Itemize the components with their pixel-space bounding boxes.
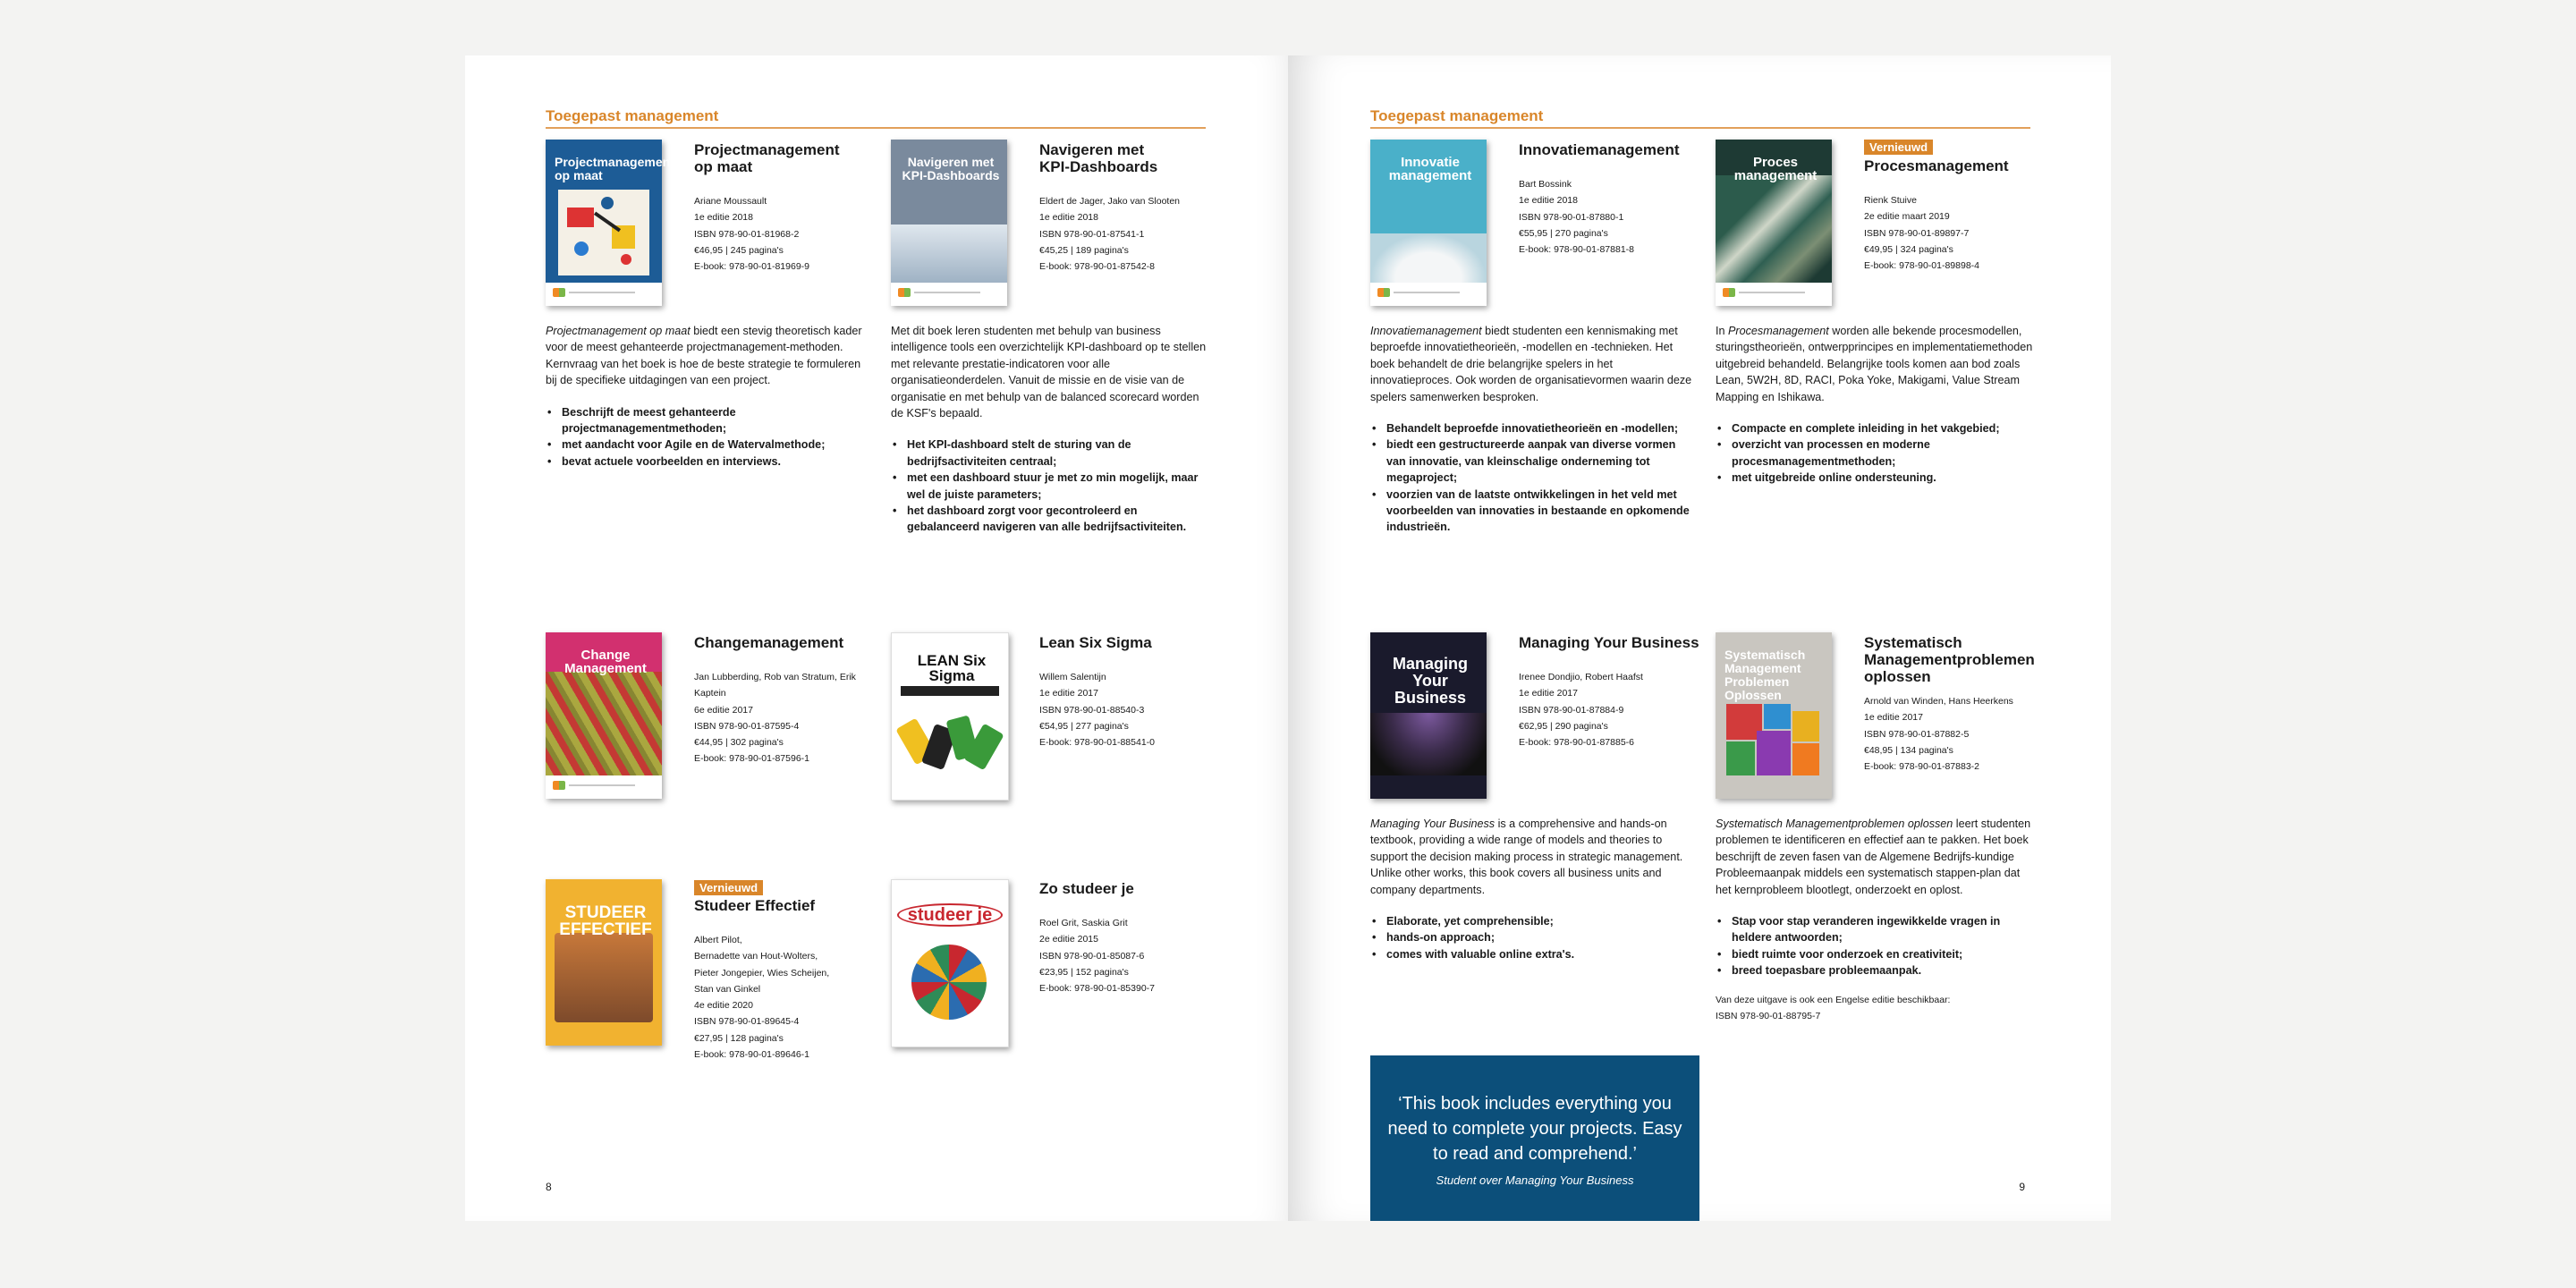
- quote-text: ‘This book includes everything you need to complete your projects. Easy to read and comprehend.’: [1387, 1094, 1682, 1164]
- list-item: • Elaborate, yet comprehensible;: [1370, 913, 1692, 929]
- publisher-logo: [1370, 283, 1487, 306]
- book-title: Navigeren met KPI-Dashboards: [1039, 141, 1158, 175]
- book-title: Studeer Effectief: [694, 897, 816, 914]
- book-cover-kpi-dashboards[interactable]: [891, 140, 1007, 306]
- list-item: • het dashboard zorgt voor gecontroleerd en gebalanceerd navigeren van alle bedrijfsactiviteiten.: [891, 503, 1213, 536]
- list-item: • Compacte en complete inleiding in het vakgebied;: [1716, 420, 2038, 436]
- book-description: Projectmanagement op maat biedt een stevig theoretisch kader voor de meest gehanteerde projectmanagement-methoden. Kernvraag van het boek is hoe de beste strategie te formuleren bij de specifieke uitdagingen van een project. • Beschrijft de meest gehanteerde projectmanagementmethoden; • met aandacht voor Agile en de Watervalmethode; • bevat actuele voorbeelden en interviews.: [546, 323, 868, 470]
- publisher-logo: [891, 283, 1007, 306]
- book-description: In Procesmanagement worden alle bekende procesmodellen, sturingstheorieën, ontwerpprincipes en implementatiemethoden uitgebreid behandeld. Belangrijke tools komen aan bod zoals Lean, 5W2H, 8D, RACI, Poka Yoke, Makigami, Value Stream Mapping en Ishikawa. • Compacte en complete inleiding in het vakgebied; • overzicht van processen en moderne procesmanagementmethoden; • met uitgebreide online ondersteuning.: [1716, 323, 2038, 487]
- cover-art: [911, 945, 987, 1020]
- book-title: Procesmanagement: [1864, 157, 2009, 174]
- feature-list: [1370, 913, 1692, 962]
- testimonial-quote: [1370, 1055, 1699, 1221]
- feature-list: [546, 404, 868, 470]
- cover-art: [1370, 233, 1487, 283]
- book-description: Met dit boek leren studenten met behulp van business intelligence tools een overzichtelijk KPI-dashboard op te stellen met relevante prestatie-indicatoren voor alle organisatieonderdelen. Vanuit de missie en de visie van de organisatie en met behulp van de balanced scorecard worden de KSF's bepaald. • Het KPI-dashboard stelt de sturing van de bedrijfsactiviteiten centraal; • met een dashboard stuur je met zo min mogelijk, maar wel de juiste parameters; • het dashboard zorgt voor gecontroleerd en gebalanceerd navigeren van alle bedrijfsactiviteiten.: [891, 323, 1213, 536]
- section-title: Toegepast management: [546, 107, 1206, 129]
- book-cover-managing-your-business[interactable]: [1370, 632, 1487, 799]
- book-cover-zo-studeer-je[interactable]: [891, 879, 1009, 1047]
- book-cover-changemanagement[interactable]: [546, 632, 662, 799]
- cover-title: Innovatie management: [1388, 155, 1472, 183]
- list-item: • biedt een gestructureerde aanpak van diverse vormen van innovatie, van kleinschalige onderneming tot megaproject;: [1370, 436, 1692, 486]
- feature-list: [891, 436, 1213, 535]
- book-meta: Rienk Stuive 2e editie maart 2019 ISBN 978-90-01-89897-7 €49,95 | 324 pagina's E-book: 978-90-01-89898-4: [1864, 195, 1980, 272]
- publisher-logo: [546, 775, 662, 799]
- book-title: Lean Six Sigma: [1039, 634, 1152, 651]
- list-item: • met een dashboard stuur je met zo min mogelijk, maar wel de juiste parameters;: [891, 470, 1213, 503]
- list-item: • Beschrijft de meest gehanteerde projectmanagementmethoden;: [546, 404, 868, 437]
- list-item: • overzicht van processen en moderne procesmanagementmethoden;: [1716, 436, 2038, 470]
- book-meta: Ariane Moussault 1e editie 2018 ISBN 978-90-01-81968-2 €46,95 | 245 pagina's E-book: 978-90-01-81969-9: [694, 196, 810, 273]
- cover-title: Projectmanagement op maat: [555, 155, 674, 182]
- section-title: Toegepast management: [1370, 107, 2030, 129]
- publisher-logo: [1716, 283, 1832, 306]
- book-meta: Arnold van Winden, Hans Heerkens 1e editie 2017 ISBN 978-90-01-87882-5 €48,95 | 134 pagina's E-book: 978-90-01-87883-2: [1864, 696, 2013, 773]
- book-cover-innovatiemanagement[interactable]: [1370, 140, 1487, 306]
- publisher-logo: [546, 283, 662, 306]
- book-cover-projectmanagement[interactable]: [546, 140, 674, 306]
- cover-title: LEAN Six Sigma: [917, 652, 987, 684]
- cover-title: STUDEER EFFECTIEF: [559, 903, 652, 939]
- right-page: [1288, 55, 2111, 1221]
- book-title: Zo studeer je: [1039, 880, 1134, 897]
- status-badge: Vernieuwd: [694, 880, 763, 895]
- cover-art: [546, 672, 662, 775]
- english-edition-note: Van deze uitgave is ook een Engelse editie beschikbaar: ISBN 978-90-01-88795-7: [1716, 994, 1951, 1021]
- book-cover-systematisch-managementproblemen[interactable]: [1716, 632, 1832, 799]
- book-meta: Willem Salentijn 1e editie 2017 ISBN 978-90-01-88540-3 €54,95 | 277 pagina's E-book: 978-90-01-88541-0: [1039, 672, 1156, 749]
- list-item: • met aandacht voor Agile en de Watervalmethode;: [546, 436, 868, 453]
- cover-title: studeer je: [897, 903, 1003, 927]
- page-number: 8: [546, 1181, 552, 1193]
- status-badge: Vernieuwd: [1864, 140, 1933, 155]
- list-item: • bevat actuele voorbeelden en interviews.: [546, 453, 868, 470]
- book-title: Projectmanagement op maat: [694, 141, 840, 175]
- feature-list: [1716, 913, 2038, 979]
- book-meta: Eldert de Jager, Jako van Slooten 1e editie 2018 ISBN 978-90-01-87541-1 €45,25 | 189 pagina's E-book: 978-90-01-87542-8: [1039, 196, 1181, 273]
- list-item: • Stap voor stap veranderen ingewikkelde vragen in heldere antwoorden;: [1716, 913, 2038, 946]
- cover-title: Navigeren met KPI-Dashboards: [902, 155, 1000, 182]
- cover-title: Proces management: [1733, 155, 1818, 183]
- list-item: • biedt ruimte voor onderzoek en creativiteit;: [1716, 946, 2038, 962]
- cover-art: [558, 190, 649, 275]
- list-item: • Behandelt beproefde innovatietheorieën en -modellen;: [1370, 420, 1692, 436]
- book-title: Systematisch Managementproblemen oplossen: [1864, 634, 2035, 685]
- list-item: • hands-on approach;: [1370, 929, 1692, 945]
- book-cover-procesmanagement[interactable]: [1716, 140, 1832, 306]
- cover-art: [891, 225, 1007, 283]
- feature-list: [1716, 420, 2038, 487]
- book-meta: Roel Grit, Saskia Grit 2e editie 2015 ISBN 978-90-01-85087-6 €23,95 | 152 pagina's E-book: 978-90-01-85390-7: [1039, 918, 1156, 995]
- cover-art: [1726, 704, 1821, 777]
- book-meta: Albert Pilot, Bernadette van Hout-Wolters, Pieter Jongepier, Wies Scheijen, Stan van Ginkel 4e editie 2020 ISBN 978-90-01-89645-4 €27,95 | 128 pagina's E-book: 978-90-01-89646-1: [694, 935, 830, 1061]
- list-item: • comes with valuable online extra's.: [1370, 946, 1692, 962]
- book-title: Innovatiemanagement: [1519, 141, 1680, 158]
- list-item: • met uitgebreide online ondersteuning.: [1716, 470, 2038, 486]
- cover-art: [901, 708, 999, 773]
- book-description: Innovatiemanagement biedt studenten een kennismaking met beproefde innovatietheorieën, -modellen en -technieken. Het boek behandelt de drie belangrijke spelers in het innovatieproces. Ook worden de organisatievormen waarin deze spelers samenwerken besproken. • Behandelt beproefde innovatietheorieën en -modellen; • biedt een gestructureerde aanpak van diverse vormen van innovatie, van kleinschalige onderneming tot megaproject; • voorzien van de laatste ontwikkelingen in het veld met voorbeelden van innovaties in bestaande en opkomende industrieën.: [1370, 323, 1692, 536]
- feature-list: [1370, 420, 1692, 536]
- book-meta: Jan Lubberding, Rob van Stratum, Erik Kaptein 6e editie 2017 ISBN 978-90-01-87595-4 €44,95 | 302 pagina's E-book: 978-90-01-87596-1: [694, 672, 856, 765]
- book-description: Systematisch Managementproblemen oplossen leert studenten problemen te identificeren en effectief aan te pakken. Het boek beschrijft de zeven fasen van de Algemene Bedrijfs-kundige Probleemaanpak middels een systematisch stappen-plan dat het kernprobleem blootlegt, onderzoekt en oplost. • Stap voor stap veranderen ingewikkelde vragen in heldere antwoorden; • biedt ruimte voor onderzoek en creativiteit; • breed toepasbare probleemaanpak. Van deze uitgave is ook een Engelse editie beschikbaar: ISBN 978-90-01-88795-7: [1716, 816, 2038, 1024]
- cover-title: Managing Your Business: [1393, 655, 1468, 707]
- book-title: Changemanagement: [694, 634, 844, 651]
- cover-art: [1370, 713, 1487, 775]
- cover-title: Systematisch Management Problemen Oplossen: [1724, 648, 1806, 702]
- list-item: • Het KPI-dashboard stelt de sturing van de bedrijfsactiviteiten centraal;: [891, 436, 1213, 470]
- cover-art: [555, 933, 653, 1022]
- book-cover-studeer-effectief[interactable]: [546, 879, 662, 1046]
- list-item: • voorzien van de laatste ontwikkelingen in het veld met voorbeelden van innovaties in bestaande en opkomende industrieën.: [1370, 487, 1692, 536]
- quote-source: Student over Managing Your Business: [1436, 1174, 1634, 1187]
- cover-art: [1716, 175, 1832, 283]
- book-meta: Irenee Dondjio, Robert Haafst 1e editie 2017 ISBN 978-90-01-87884-9 €62,95 | 290 pagina's E-book: 978-90-01-87885-6: [1519, 672, 1643, 749]
- page-number: 9: [2019, 1181, 2025, 1193]
- left-page: [465, 55, 1288, 1221]
- book-cover-lean-six-sigma[interactable]: [891, 632, 1009, 801]
- cover-title: Change Management: [564, 648, 647, 676]
- book-description: Managing Your Business is a comprehensive and hands-on textbook, providing a wide range of models and theories to support the decision making process in strategic management. Unlike other works, this book covers all business units and company departments. • Elaborate, yet comprehensible; • hands-on approach; • comes with valuable online extra's.: [1370, 816, 1692, 962]
- book-title: Managing Your Business: [1519, 634, 1699, 651]
- list-item: • breed toepasbare probleemaanpak.: [1716, 962, 2038, 979]
- book-meta: Bart Bossink 1e editie 2018 ISBN 978-90-01-87880-1 €55,95 | 270 pagina's E-book: 978-90-01-87881-8: [1519, 179, 1635, 256]
